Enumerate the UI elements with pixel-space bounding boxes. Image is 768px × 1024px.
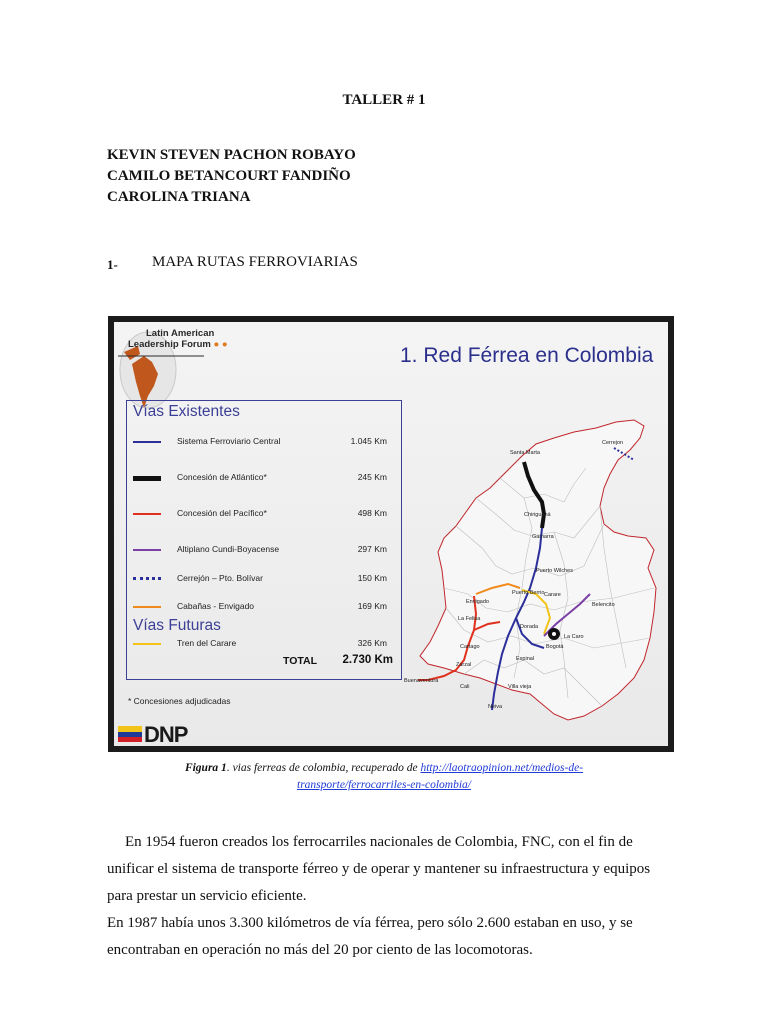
city-label: Bogotá <box>546 644 564 650</box>
city-label: Envigado <box>466 599 489 605</box>
legend-swatch <box>133 441 161 443</box>
caption-link[interactable]: http://laotraopinion.net/medios-de- <box>420 762 584 774</box>
colombia-rail-map <box>404 398 666 740</box>
dnp-logo-text: DNP <box>144 722 188 746</box>
city-label: Puerto Berrio <box>512 590 545 596</box>
city-label: Puerto Wilches <box>536 568 573 574</box>
author-name: CAROLINA TRIANA <box>107 189 251 205</box>
legend-future-heading: Vías Futuras <box>133 617 221 634</box>
org-line2: Leadership Forum <box>128 339 211 350</box>
city-label: Dorada <box>520 624 539 630</box>
legend-route-name: Altiplano Cundi-Boyacense <box>177 544 280 554</box>
legend-route-length: 169 Km <box>357 601 387 611</box>
legend-route-name: Sistema Ferroviario Central <box>177 436 281 446</box>
legend-total-label: TOTAL <box>283 655 318 667</box>
body-paragraph-line: unificar el sistema de transporte férreo y de operar y mantener su infraestructura y equipos <box>107 861 651 877</box>
author-name: CAMILO BETANCOURT FANDIÑO <box>107 168 351 184</box>
body-paragraph-line: encontraban en operación no más del 20 por ciento de las locomotoras. <box>107 942 533 958</box>
legend-row <box>133 435 393 449</box>
legend-swatch <box>133 513 161 515</box>
legend-route-length: 1.045 Km <box>350 436 387 446</box>
legend-route-name: Concesión del Pacífico* <box>177 508 267 518</box>
legend-swatch <box>133 606 161 608</box>
city-label: Santa Marta <box>510 450 540 456</box>
legend-swatch <box>133 476 161 481</box>
legend-total-value: 2.730 Km <box>342 654 393 666</box>
city-label: Neiva <box>488 704 503 710</box>
legend-route-name: Cerrejón – Pto. Bolívar <box>177 573 263 583</box>
legend-row <box>133 471 393 485</box>
city-label: Cali <box>460 684 470 690</box>
city-label: La Felisa <box>458 616 481 622</box>
caption-text: . vias ferreas de colombia, recuperado de <box>226 762 421 774</box>
legend-route-name: Cabañas - Envigado <box>177 601 255 611</box>
legend-route-name: Concesión de Atlántico* <box>177 472 267 482</box>
map-legend <box>126 400 402 680</box>
city-label: Cartago <box>460 644 480 650</box>
city-label: Buenaventura <box>404 678 439 684</box>
legend-row <box>133 543 393 557</box>
legend-route-name: Tren del Carare <box>177 638 237 648</box>
concessions-note: * Concesiones adjudicadas <box>128 696 231 706</box>
legend-route-length: 498 Km <box>357 508 387 518</box>
city-label: Belencito <box>592 602 615 608</box>
org-line1: Latin American <box>146 328 215 339</box>
section-number: 1- <box>107 257 118 272</box>
legend-row <box>133 600 393 614</box>
city-label: Espinal <box>516 656 535 662</box>
rail-map-figure <box>108 316 674 752</box>
author-name: KEVIN STEVEN PACHON ROBAYO <box>107 147 356 163</box>
city-label: Chiriguaná <box>524 512 551 518</box>
section-title: MAPA RUTAS FERROVIARIAS <box>152 254 358 270</box>
bogota-marker-center <box>552 632 556 636</box>
city-label: La Caro <box>564 634 584 640</box>
body-paragraph-line: para prestar un servicio eficiente. <box>107 888 307 904</box>
city-label: Villa vieja <box>508 684 532 690</box>
legend-route-length: 326 Km <box>357 638 387 648</box>
caption-label: Figura 1 <box>184 762 227 774</box>
figure-caption <box>0 760 768 794</box>
legend-route-length: 245 Km <box>357 472 387 482</box>
city-label: Cerrejon <box>602 440 624 446</box>
legend-swatch <box>133 577 161 580</box>
legend-row <box>133 637 393 651</box>
document-title: TALLER # 1 <box>342 92 426 108</box>
map-heading: 1. Red Férrea en Colombia <box>400 344 654 367</box>
city-label: Zarzal <box>456 662 472 668</box>
legend-route-length: 150 Km <box>357 573 387 583</box>
legend-route-length: 297 Km <box>357 544 387 554</box>
city-label: Carare <box>544 592 561 598</box>
legend-row <box>133 572 393 586</box>
body-paragraph-line: En 1987 había unos 3.300 kilómetros de vía férrea, pero sólo 2.600 estaban en uso, y se <box>107 915 633 931</box>
caption-link-continued[interactable]: transporte/ferrocarriles-en-colombia/ <box>297 779 471 791</box>
org-logo-text: Latin American Leadership Forum ● ● <box>128 328 228 350</box>
city-label: Gamarra <box>532 534 554 540</box>
legend-row <box>133 507 393 521</box>
legend-swatch <box>133 549 161 551</box>
body-paragraph-line: En 1954 fueron creados los ferrocarriles nacionales de Colombia, FNC, con el fin de <box>125 834 633 850</box>
legend-swatch <box>133 643 161 645</box>
legend-existing-heading: Vías Existentes <box>133 403 240 420</box>
